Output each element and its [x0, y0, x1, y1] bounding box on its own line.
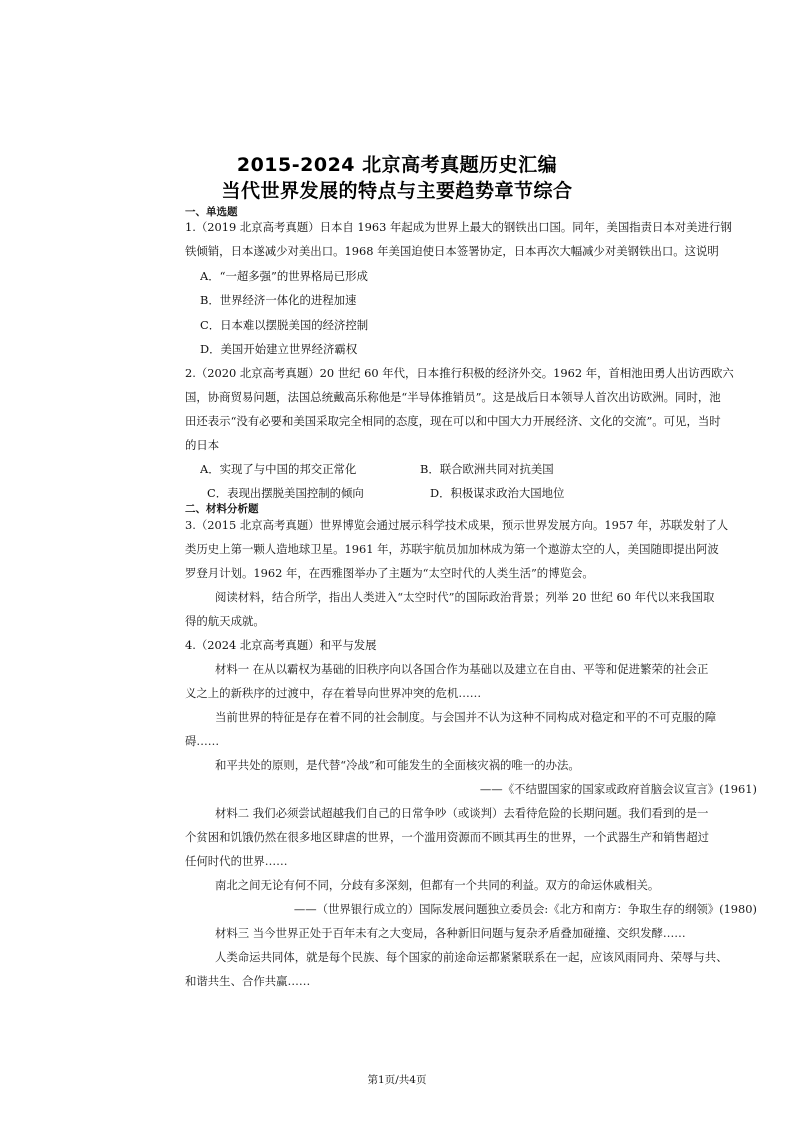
q3-line-5: 得的航天成就。 — [185, 614, 265, 628]
q2-line-3: 田还表示“没有必要和美国采取完全相同的态度，现在可以和中国大力开展经济、文化的交流”。可见，当时 — [185, 414, 721, 428]
q1-option-b: B．世界经济一体化的进程加速 — [200, 293, 357, 307]
q4-material1-line-4: 碍…… — [185, 734, 220, 748]
q3-line-2: 类历史上第一颗人造地球卫星。1961 年，苏联宇航员加加林成为第一个遨游太空的人，美国随即提出阿波 — [185, 542, 719, 556]
q2-option-d: D．积极谋求政治大国地位 — [430, 486, 565, 500]
q1-line-2: 铁倾销，日本遂减少对美出口。1968 年美国迫使日本签署协定，日本再次大幅减少对美钢铁出口。这说明 — [185, 244, 719, 258]
q4-material3-line-2: 人类命运共同体，就是每个民族、每个国家的前途命运都紧紧联系在一起，应该风雨同舟、荣辱与共、 — [215, 950, 728, 964]
q2-option-a: A．实现了与中国的邦交正常化 — [200, 462, 357, 476]
q4-material2-line-3: 任何时代的世界…… — [185, 854, 288, 868]
q4-material1-line-2: 义之上的新秩序的过渡中，存在着导向世界冲突的危机…… — [185, 686, 482, 700]
q4-material1-source: ——《不结盟国家的国家或政府首脑会议宣言》(1961) — [479, 782, 757, 796]
q4-heading: 4.（2024 北京高考真题）和平与发展 — [185, 638, 377, 652]
q2-line-2: 国，协商贸易问题，法国总统戴高乐称他是“半导体推销员”。这是战后日本领导人首次出访欧洲。同时，池 — [185, 390, 721, 404]
q2-option-b: B．联合欧洲共同对抗美国 — [420, 462, 554, 476]
q2-line-4: 的日本 — [185, 438, 220, 452]
q4-material2-line-1: 材料二 我们必须尝试超越我们自己的日常争吵（或谈判）去看待危险的长期问题。我们看到的是一 — [215, 806, 709, 820]
q3-line-4: 阅读材料，结合所学，指出人类进入“太空时代”的国际政治背景；列举 20 世纪 60 年代以来我国取 — [215, 590, 715, 604]
q3-line-3: 罗登月计划。1962 年，在西雅图举办了主题为“太空时代的人类生活”的博览会。 — [185, 566, 594, 580]
q2-line-1: 2.（2020 北京高考真题）20 世纪 60 年代，日本推行积极的经济外交。1962 年，首相池田勇人出访西欧六 — [185, 366, 734, 380]
title-line-1: 2015-2024 北京高考真题历史汇编 — [236, 154, 558, 176]
title-line-2: 当代世界发展的特点与主要趋势章节综合 — [221, 180, 573, 202]
q4-material2-source: ——（世界银行成立的）国际发展问题独立委员会:《北方和南方：争取生存的纲领》(1980) — [293, 902, 757, 916]
q4-material2-line-2: 个贫困和饥饿仍然在很多地区肆虐的世界，一个滥用资源而不顾其再生的世界，一个武器生产和销售超过 — [185, 830, 709, 844]
section-heading-single-choice: 一、单选题 — [185, 206, 238, 218]
q1-line-1: 1.（2019 北京高考真题）日本自 1963 年起成为世界上最大的钢铁出口国。同年，美国指责日本对美进行钢 — [185, 220, 732, 234]
q4-material1-line-5: 和平共处的原则，是代替“冷战”和可能发生的全面核灾祸的唯一的办法。 — [215, 758, 580, 772]
q2-option-c: C．表现出摆脱美国控制的倾向 — [207, 486, 364, 500]
q1-option-a: A．“一超多强”的世界格局已形成 — [200, 269, 368, 283]
page-number-footer: 第1页/共4页 — [367, 1074, 427, 1086]
q1-option-c: C．日本难以摆脱美国的经济控制 — [200, 318, 369, 332]
q4-material3-line-1: 材料三 当今世界正处于百年未有之大变局，各种新旧问题与复杂矛盾叠加碰撞、交织发酵…… — [215, 926, 686, 940]
q3-line-1: 3.（2015 北京高考真题）世界博览会通过展示科学技术成果，预示世界发展方向。1957 年，苏联发射了人 — [185, 518, 729, 532]
q4-material1-line-1: 材料一 在从以霸权为基础的旧秩序向以各国合作为基础以及建立在自由、平等和促进繁荣的社会正 — [215, 662, 709, 676]
section-heading-material-analysis: 二、材料分析题 — [185, 503, 259, 515]
q4-material3-line-3: 和谐共生、合作共赢…… — [185, 974, 311, 988]
q4-material2-line-4: 南北之间无论有何不同，分歧有多深刻，但都有一个共同的利益。双方的命运休戚相关。 — [215, 878, 660, 892]
q4-material1-line-3: 当前世界的特征是存在着不同的社会制度。与会国并不认为这种不同构成对稳定和平的不可克服的障 — [215, 710, 717, 724]
q1-option-d: D．美国开始建立世界经济霸权 — [200, 342, 358, 356]
